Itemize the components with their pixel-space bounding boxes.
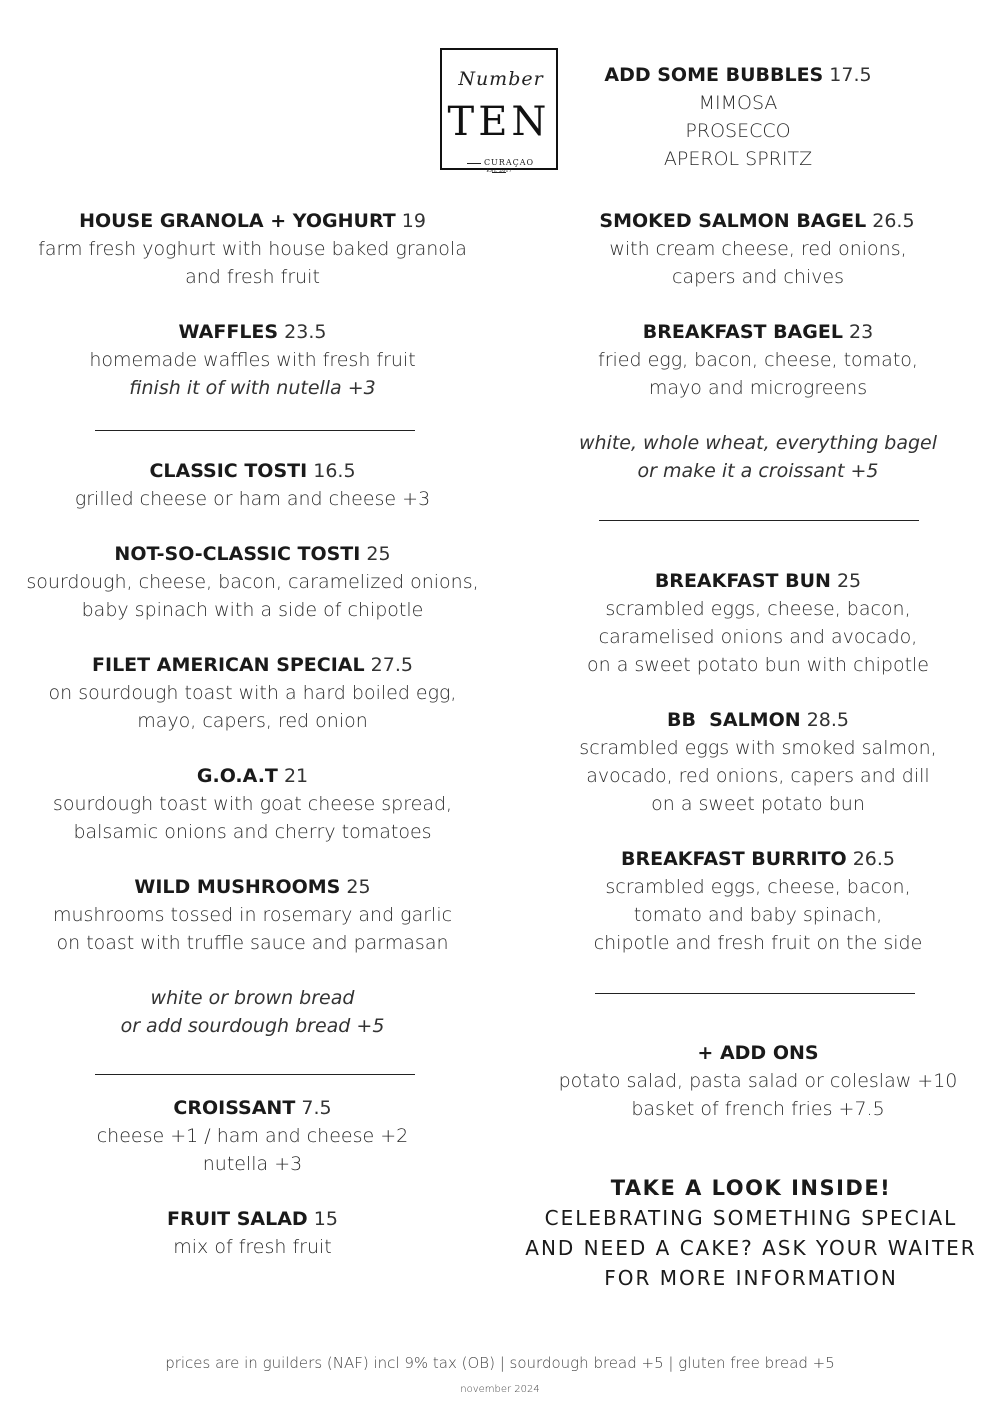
promo-block	[500, 1173, 1000, 1293]
logo-established: EST. 2017	[486, 168, 512, 174]
item-description: on toast with truffle sauce and parmasan	[56, 932, 449, 954]
item-description: farm fresh yoghurt with house baked granola	[38, 238, 467, 260]
item-price: 23	[849, 321, 874, 343]
item-name: HOUSE GRANOLA + YOGHURT	[79, 210, 396, 232]
item-description: tomato and baby spinach,	[633, 904, 883, 926]
menu-item-waffles	[20, 318, 485, 402]
item-description: mayo and microgreens	[648, 377, 868, 399]
item-description: scrambled eggs, cheese, bacon,	[605, 598, 911, 620]
item-name: BREAKFAST BURRITO	[621, 848, 847, 870]
item-description: scrambled eggs with smoked salmon,	[579, 737, 937, 759]
menu-item-not-so-classic-tosti	[20, 540, 485, 624]
item-name: SMOKED SALMON BAGEL	[599, 210, 867, 232]
item-description: chipotle and fresh fruit on the side	[593, 932, 923, 954]
promo-line: AND NEED A CAKE? ASK YOUR WAITER	[525, 1236, 977, 1260]
item-price: 7.5	[301, 1097, 332, 1119]
item-description: basket of french fries +7.5	[631, 1098, 885, 1120]
divider	[599, 520, 919, 521]
menu-item-wild-mushrooms	[20, 873, 485, 957]
item-description: caramelised onions and avocado,	[598, 626, 918, 648]
item-description: and fresh fruit	[185, 266, 320, 288]
item-name: CLASSIC TOSTI	[149, 460, 308, 482]
item-description: sourdough, cheese, bacon, caramelized onions,	[26, 571, 479, 593]
item-description: potato salad, pasta salad or coleslaw +10	[558, 1070, 958, 1092]
item-description: fried egg, bacon, cheese, tomato,	[598, 349, 918, 371]
item-price: 27.5	[370, 654, 413, 676]
item-name: WILD MUSHROOMS	[134, 876, 341, 898]
item-name: BREAKFAST BUN	[654, 570, 831, 592]
menu-item-bubbles	[500, 61, 976, 173]
item-description: with cream cheese, red onions,	[609, 238, 907, 260]
menu-item-croissant	[20, 1094, 485, 1178]
item-price: 25	[366, 543, 391, 565]
menu-item-breakfast-burrito	[520, 845, 996, 957]
item-name: FILET AMERICAN SPECIAL	[92, 654, 365, 676]
item-price: 21	[283, 765, 309, 787]
item-description: nutella +3	[202, 1153, 303, 1175]
item-name: WAFFLES	[178, 321, 279, 343]
bubbles-option: MIMOSA	[698, 92, 778, 114]
note-line: or make it a croissant +5	[637, 460, 879, 482]
menu-item-fruit-salad	[20, 1205, 485, 1261]
item-price: 17.5	[829, 64, 872, 86]
menu-item-smoked-salmon-bagel	[520, 207, 996, 291]
item-price: 23.5	[284, 321, 327, 343]
item-description: on a sweet potato bun with chipotle	[587, 654, 929, 676]
item-name: FRUIT SALAD	[167, 1208, 308, 1230]
menu-item-breakfast-bagel	[520, 318, 996, 402]
bagel-note	[520, 429, 996, 485]
item-price: 15	[313, 1208, 338, 1230]
note-line: white or brown bread	[150, 987, 355, 1009]
item-name: NOT-SO-CLASSIC TOSTI	[114, 543, 361, 565]
item-name: BB SALMON	[666, 709, 801, 731]
item-description: avocado, red onions, capers and dill	[586, 765, 930, 787]
footer-info: prices are in guilders (NAF) incl 9% tax (OB) | sourdough bread +5 | gluten free bread +5	[165, 1354, 835, 1372]
item-name: + ADD ONS	[697, 1042, 819, 1064]
item-price: 19	[401, 210, 426, 232]
item-description: on sourdough toast with a hard boiled egg,	[48, 682, 457, 704]
item-description: mayo, capers, red onion	[137, 710, 368, 732]
bubbles-option: PROSECCO	[685, 120, 791, 142]
item-description: baby spinach with a side of chipotle	[81, 599, 424, 621]
item-price: 28.5	[806, 709, 849, 731]
item-name: ADD SOME BUBBLES	[604, 64, 824, 86]
item-description: sourdough toast with goat cheese spread,	[52, 793, 453, 815]
left-column	[20, 0, 485, 1414]
item-name: CROISSANT	[173, 1097, 296, 1119]
promo-line: CELEBRATING SOMETHING SPECIAL	[544, 1206, 958, 1230]
note-line: white, whole wheat, everything bagel	[578, 432, 938, 454]
item-description: mushrooms tossed in rosemary and garlic	[52, 904, 453, 926]
item-price: 26.5	[852, 848, 895, 870]
note-line: or add sourdough bread +5	[120, 1015, 385, 1037]
item-description: on a sweet potato bun	[651, 793, 865, 815]
item-price: 16.5	[313, 460, 356, 482]
logo-name: TEN	[447, 99, 551, 145]
right-column	[520, 0, 996, 1414]
bread-note	[20, 984, 485, 1040]
menu-item-breakfast-bun	[520, 567, 996, 679]
item-name: G.O.A.T	[196, 765, 278, 787]
item-description: balsamic onions and cherry tomatoes	[73, 821, 432, 843]
divider	[95, 430, 415, 431]
add-ons	[520, 1039, 996, 1123]
item-description: capers and chives	[672, 266, 844, 288]
item-description: scrambled eggs, cheese, bacon,	[605, 876, 911, 898]
item-description: grilled cheese or ham and cheese +3	[74, 488, 431, 510]
item-description: mix of fresh fruit	[173, 1236, 332, 1258]
item-note: finish it of with nutella +3	[129, 377, 376, 399]
item-description: cheese +1 / ham and cheese +2	[96, 1125, 409, 1147]
menu-item-bb-salmon	[520, 706, 996, 818]
promo-headline: TAKE A LOOK INSIDE!	[610, 1176, 892, 1200]
menu-item-goat	[20, 762, 485, 846]
logo-place: CURAÇAO	[454, 158, 544, 176]
menu-item-classic-tosti	[20, 457, 485, 513]
item-price: 25	[836, 570, 862, 592]
divider	[95, 1074, 415, 1075]
item-description: homemade waffles with fresh fruit	[89, 349, 416, 371]
item-price: 25	[346, 876, 371, 898]
bubbles-option: APEROL SPRITZ	[663, 148, 813, 170]
promo-line: FOR MORE INFORMATION	[604, 1266, 898, 1290]
menu-item-granola	[20, 207, 485, 291]
logo-script-text: Number	[458, 68, 544, 90]
divider	[595, 993, 915, 994]
footer-date: november 2024	[460, 1384, 540, 1395]
menu-item-filet-american	[20, 651, 485, 735]
item-price: 26.5	[872, 210, 915, 232]
item-name: BREAKFAST BAGEL	[642, 321, 843, 343]
